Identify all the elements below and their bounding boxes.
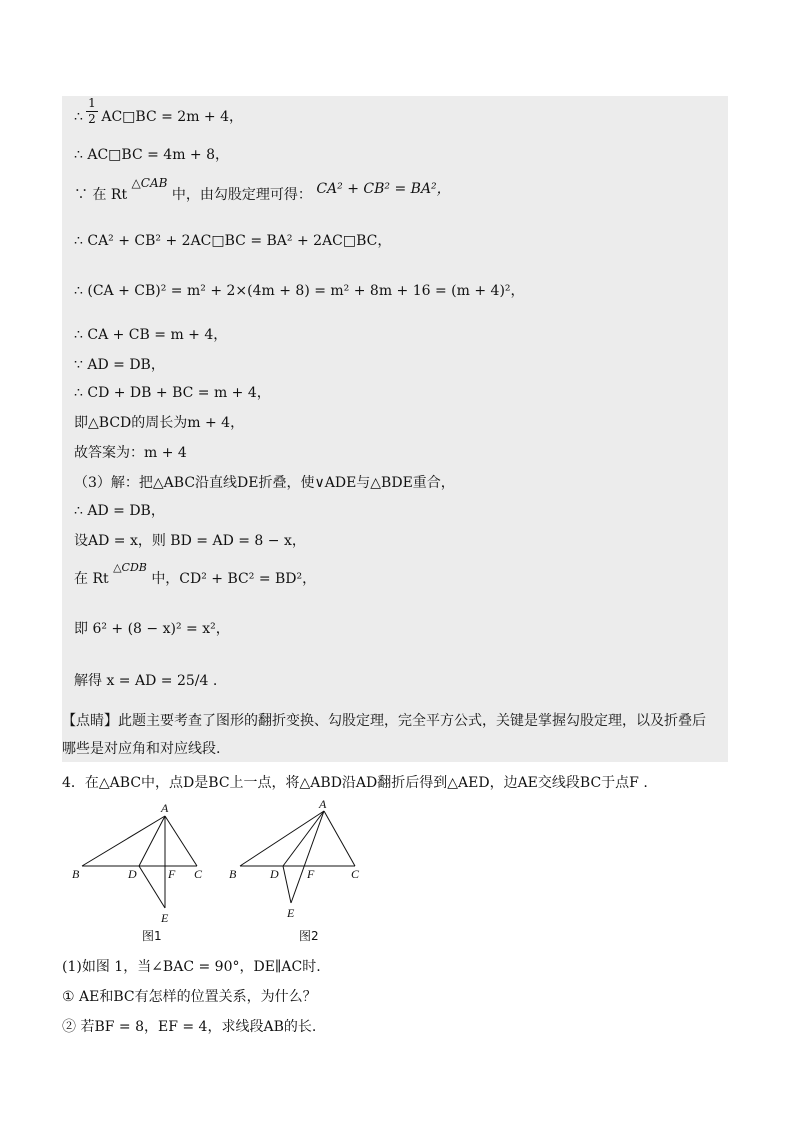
fig1-label-f: F: [168, 867, 176, 881]
question-4-stem: 4．在△ABC中，点D是BC上一点，将△ABD沿AD翻折后得到△AED，边AE交线段BC于点F .: [62, 775, 648, 791]
solution-line-3: ∵ 在 Rt △CAB 中，由勾股定理可得： CA² + CB² = BA²，: [74, 176, 451, 203]
comment-line-1: 【点睛】此题主要考查了图形的翻折变换、勾股定理，完全平方公式，关键是掌握勾股定理，以及折叠后: [62, 713, 706, 729]
solution-line-8: ∴ CD + DB + BC = m + 4，: [74, 385, 271, 401]
fraction-half: 1 2: [86, 97, 98, 126]
solution-line-2: ∴ AC□BC = 4m + 8，: [74, 147, 230, 163]
solution-line-12: ∴ AD = DB，: [74, 503, 165, 519]
solution-line-11: （3）解：把△ABC沿直线DE折叠，使∨ADE与△BDE重合，: [74, 475, 455, 491]
fig2-label-e: E: [287, 906, 295, 920]
fig2-caption: 图2: [299, 929, 319, 943]
solution-line-1: ∴ AC□BC = 2m + 4，: [74, 109, 244, 125]
solution-line-14: 在 Rt $^{\triangle CDB}$ 中，CD² + BC² = BD²，: [74, 561, 317, 587]
fig1-label-a: A: [161, 801, 169, 815]
solution-line-16: 解得 x = AD = 25/4 .: [74, 673, 218, 689]
solution-line-4: ∴ CA² + CB² + 2AC□BC = BA² + 2AC□BC，: [74, 233, 392, 249]
question-4-item-1: ① AE和BC有怎样的位置关系，为什么？: [62, 989, 317, 1005]
fig2-label-c: C: [351, 867, 360, 881]
solution-line-9: 即△BCD的周长为m + 4，: [74, 415, 245, 431]
fig1-label-c: C: [194, 867, 203, 881]
fig2-label-b: B: [229, 867, 237, 881]
solution-line-10: 故答案为：m + 4: [74, 445, 187, 461]
solution-line-6: ∴ CA + CB = m + 4，: [74, 327, 228, 343]
fig1-caption: 图1: [142, 929, 162, 943]
fig2-label-d: D: [270, 867, 279, 881]
figure-2-lines: [240, 811, 355, 903]
fig1-label-b: B: [72, 867, 80, 881]
figure-1-lines: [82, 816, 197, 908]
fig2-label-a: A: [319, 797, 327, 811]
solution-line-13: 设AD = x，则 BD = AD = 8 − x，: [74, 533, 306, 549]
solution-line-7: ∵ AD = DB，: [74, 357, 165, 373]
fig1-label-d: D: [128, 867, 137, 881]
question-4-part-1: (1)如图 1，当∠BAC = 90°，DE∥AC时.: [62, 959, 321, 975]
fig2-label-f: F: [307, 867, 315, 881]
comment-line-2: 哪些是对应角和对应线段.: [62, 741, 221, 757]
fig1-label-e: E: [161, 911, 169, 925]
question-4-item-2: ② 若BF = 8，EF = 4，求线段AB的长.: [62, 1019, 317, 1035]
solution-line-5: ∴ (CA + CB)² = m² + 2×(4m + 8) = m² + 8m + 16 = (m + 4)²，: [74, 283, 525, 299]
solution-line-15: 即 6² + (8 − x)² = x²，: [74, 621, 230, 637]
